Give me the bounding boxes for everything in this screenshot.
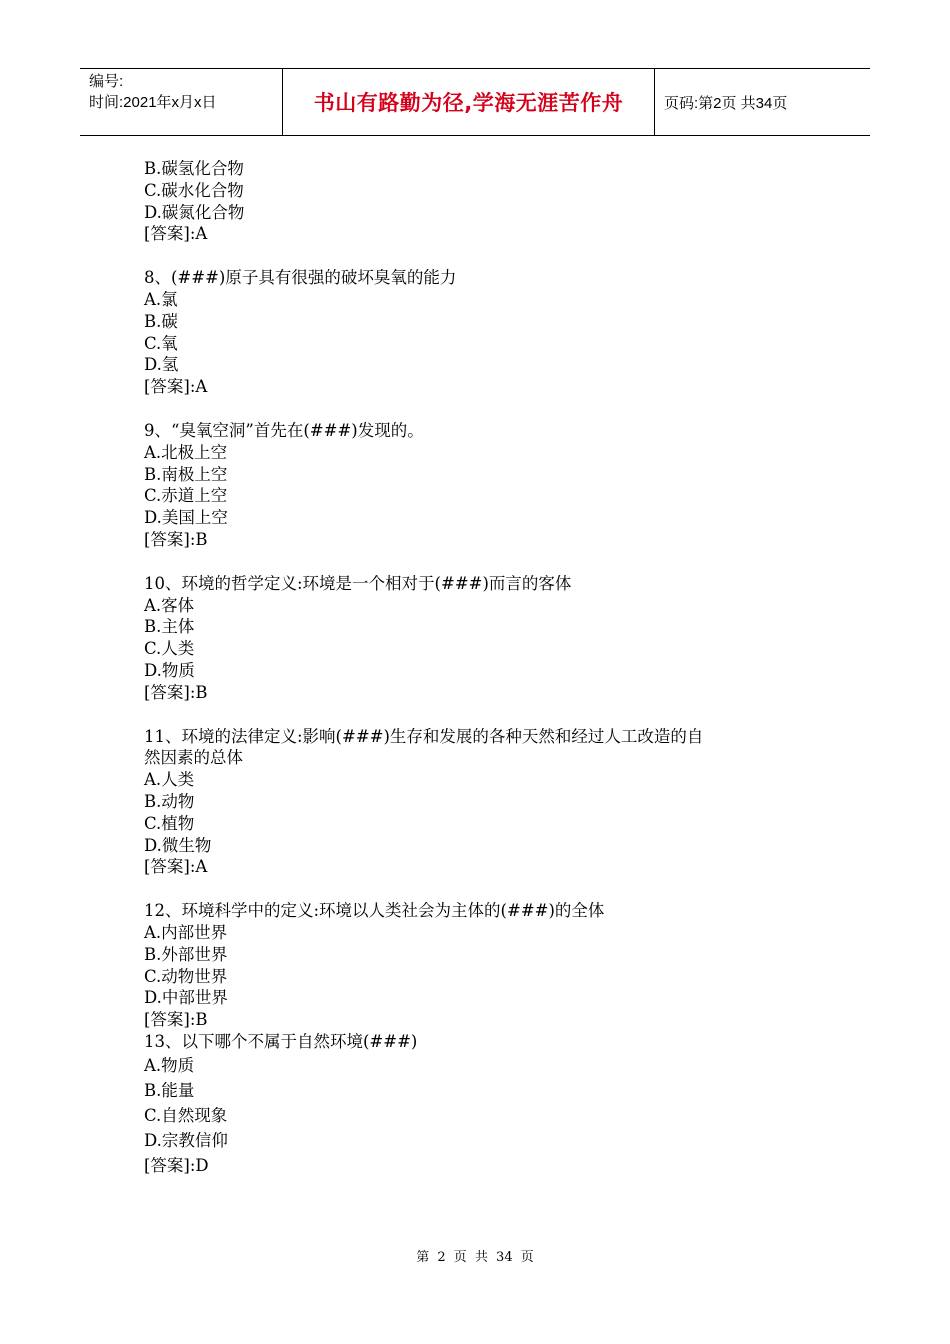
option-line: C.动物世界	[144, 966, 228, 986]
option-line: B.南极上空	[144, 464, 228, 484]
option-line: C.氧	[144, 333, 178, 353]
question-8	[144, 267, 844, 398]
option-line: B.能量	[144, 1080, 195, 1100]
option-line: D.物质	[144, 660, 195, 680]
header-motto-cell	[282, 69, 655, 135]
question-9	[144, 420, 844, 551]
option-line: A.物质	[144, 1055, 195, 1075]
question-text: 10、环境的哲学定义:环境是一个相对于(###)而言的客体	[144, 573, 572, 593]
option-line: B.主体	[144, 617, 195, 637]
option-line: D.宗教信仰	[144, 1130, 228, 1150]
option-line: C.人类	[144, 639, 195, 659]
question-11	[144, 726, 844, 879]
option-line: A.氯	[144, 289, 178, 309]
option-line: C.碳水化合物	[144, 180, 244, 200]
option-line: A.人类	[144, 770, 195, 790]
question-text: 9、“臭氧空洞”首先在(###)发现的。	[144, 420, 424, 440]
document-date: 时间:2021年x月x日	[89, 94, 217, 111]
question-text: 12、环境科学中的定义:环境以人类社会为主体的(###)的全体	[144, 901, 605, 921]
question-text: 13、以下哪个不属于自然环境(###)	[144, 1031, 418, 1051]
answer-line: [答案]:B	[144, 529, 208, 549]
answer-line: [答案]:A	[144, 377, 208, 397]
motto: 书山有路勤为径,学海无涯苦作舟	[313, 91, 624, 115]
option-line: A.客体	[144, 595, 195, 615]
header-page-info-cell	[655, 69, 870, 135]
answer-line: [答案]:A	[144, 224, 208, 244]
question-list	[144, 158, 844, 1178]
question-text-continued: 然因素的总体	[144, 748, 243, 768]
page-footer: 第 2 页 共 34 页	[416, 1250, 534, 1265]
option-line: D.微生物	[144, 835, 212, 855]
option-line: B.外部世界	[144, 944, 228, 964]
document-header	[80, 68, 870, 136]
answer-line: [答案]:D	[144, 1155, 209, 1175]
answer-line: [答案]:B	[144, 1010, 208, 1030]
option-line: D.碳氮化合物	[144, 202, 245, 222]
answer-line: [答案]:A	[144, 857, 208, 877]
header-meta	[80, 69, 282, 135]
option-line: C.植物	[144, 813, 195, 833]
question-10	[144, 573, 844, 704]
document-number-label: 编号:	[89, 73, 124, 90]
question-text: 11、环境的法律定义:影响(###)生存和发展的各种天然和经过人工改造的自	[144, 726, 704, 746]
question-13	[144, 1031, 844, 1178]
question-text: 8、(###)原子具有很强的破坏臭氧的能力	[144, 268, 457, 288]
page-info: 页码:第2页 共34页	[664, 94, 788, 112]
question-12	[144, 900, 844, 1031]
option-line: C.赤道上空	[144, 486, 228, 506]
question-13-options	[144, 1053, 844, 1178]
option-line: D.中部世界	[144, 988, 228, 1008]
option-line: A.内部世界	[144, 922, 228, 942]
option-line: B.动物	[144, 791, 195, 811]
option-line: C.自然现象	[144, 1105, 228, 1125]
question-7-tail	[144, 158, 844, 245]
answer-line: [答案]:B	[144, 682, 208, 702]
option-line: B.碳	[144, 311, 178, 331]
option-line: D.氢	[144, 355, 179, 375]
option-line: A.北极上空	[144, 442, 228, 462]
option-line: B.碳氢化合物	[144, 159, 244, 178]
option-line: D.美国上空	[144, 508, 228, 528]
